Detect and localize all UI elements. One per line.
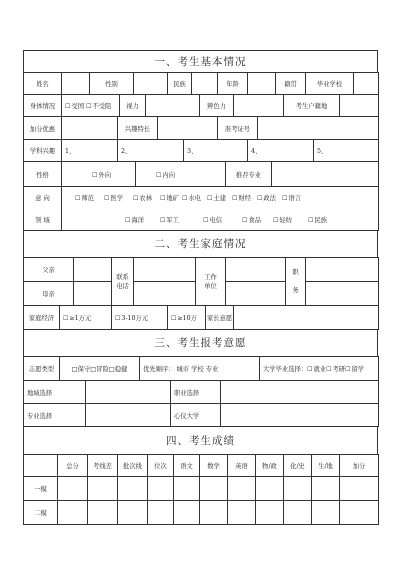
field-father-unit[interactable] <box>226 258 286 282</box>
checkbox-field[interactable]: ☐ 医学 <box>104 195 123 202</box>
score-header: 加分 <box>340 455 379 477</box>
label-major-choice: 专业选择 <box>24 404 86 427</box>
checkbox-field[interactable]: ☐ 电信 <box>203 217 222 224</box>
field-exam-no[interactable] <box>258 117 379 140</box>
bonus-table <box>23 116 379 140</box>
table-row <box>24 501 379 525</box>
field-region[interactable] <box>86 381 171 404</box>
label-priority: 优先顺序： <box>143 366 175 373</box>
interest-5[interactable]: 5、 <box>314 140 379 162</box>
field-school[interactable] <box>354 73 379 95</box>
checkbox-field[interactable]: ☐ 政法 <box>257 195 276 202</box>
field-career[interactable] <box>221 381 379 404</box>
checkbox-extrovert[interactable]: ☐ 外向 <box>92 172 111 179</box>
score-header: 考线差 <box>88 455 118 477</box>
field-major-choice[interactable] <box>86 404 171 427</box>
field-mother-phone[interactable] <box>134 282 196 306</box>
section-title-family: 二、考生家庭情况 <box>23 230 378 257</box>
field-bonus[interactable] <box>62 117 118 140</box>
checkbox-field[interactable]: ☐ 民族 <box>308 217 327 224</box>
label-interest: 学科兴趣 <box>24 140 62 162</box>
priority-city[interactable]: 城市 <box>176 366 190 373</box>
checkbox-introvert[interactable]: ☐ 内向 <box>156 172 175 179</box>
checkbox-not-injured[interactable]: ☐ 不受阻 <box>86 103 111 110</box>
label-exam-no: 准考证号 <box>218 117 258 140</box>
row-label-mock2: 二模 <box>24 501 58 525</box>
label-father: 父亲 <box>24 258 74 282</box>
wish-type-options[interactable]: □保守□冒险□稳健 <box>60 357 140 381</box>
field-gender[interactable] <box>134 73 168 95</box>
family-table <box>23 257 379 306</box>
score-header: 语文 <box>174 455 200 477</box>
score-header: 数学 <box>200 455 228 477</box>
label-school: 毕业学校 <box>306 73 354 95</box>
scores-header-row <box>24 455 379 477</box>
checkbox-field[interactable]: ☐ 食品 <box>242 217 261 224</box>
score-header: 英语 <box>228 455 256 477</box>
section-title-basic: 一、考生基本情况 <box>23 50 378 72</box>
label-intent-2: 领 域 <box>24 209 62 231</box>
row-bonus <box>24 117 379 140</box>
checkbox-field[interactable]: ☐ 水电 <box>182 195 201 202</box>
intent-fields-row1[interactable] <box>62 187 379 209</box>
table-row <box>24 477 379 501</box>
section-title-wish: 三、考生报考意愿 <box>23 329 378 356</box>
checkbox-injured[interactable]: ☐ 受国 <box>65 103 84 110</box>
label-work: 工作 <box>204 273 217 281</box>
checkbox-job[interactable]: ☐ 就业 <box>307 366 326 373</box>
label-career: 职业选择 <box>171 381 221 404</box>
label-recommend: 推荐专业 <box>226 162 272 187</box>
field-color-vision[interactable] <box>234 95 284 117</box>
label-unit: 单位 <box>204 282 217 290</box>
label-wish-type: 志愿类型 <box>24 357 60 381</box>
interest-3[interactable]: 3、 <box>184 140 248 162</box>
checkbox-field[interactable]: ☐ 地矿 <box>160 195 179 202</box>
basic-info-table <box>23 72 379 95</box>
row-name <box>24 73 379 95</box>
field-age[interactable] <box>248 73 276 95</box>
checkbox-field[interactable]: ☐ 语言 <box>282 195 301 202</box>
wish-table <box>23 356 379 381</box>
field-hukou[interactable] <box>340 95 379 117</box>
label-position-2: 务 <box>292 287 299 294</box>
label-position-1: 职 <box>292 269 299 276</box>
label-age: 年龄 <box>218 73 248 95</box>
row-personality <box>24 162 379 187</box>
field-recommend[interactable] <box>272 162 379 187</box>
personality-table <box>23 161 379 187</box>
priority-school[interactable]: 学校 <box>191 366 204 373</box>
field-mother[interactable] <box>74 282 112 306</box>
field-dream-univ[interactable] <box>221 404 379 427</box>
score-header: 总分 <box>58 455 88 477</box>
score-header: 批次线 <box>118 455 148 477</box>
label-color-vision: 辨色力 <box>200 95 234 117</box>
label-phone: 电话 <box>116 282 129 290</box>
checkbox-econ-3[interactable]: ☐ ≥10万 <box>171 315 197 322</box>
label-mother: 母亲 <box>24 282 74 306</box>
choice-table <box>23 380 379 427</box>
label-bonus: 加分优惠 <box>24 117 62 140</box>
interest-4[interactable]: 4、 <box>248 140 314 162</box>
label-personality: 性格 <box>24 162 62 187</box>
checkbox-econ-2[interactable]: ☐ 3-10万元 <box>115 315 148 322</box>
checkbox-field[interactable]: ☐ 财经 <box>232 195 251 202</box>
checkbox-abroad[interactable]: ☐ 留学 <box>345 366 364 373</box>
field-father[interactable] <box>74 258 112 282</box>
interest-1[interactable]: 1、 <box>62 140 118 162</box>
label-ethnicity: 民族 <box>168 73 192 95</box>
label-after-grad: 大学毕业选择： <box>263 366 308 373</box>
row-interest <box>24 140 379 162</box>
checkbox-field[interactable]: ☐ 轻纺 <box>273 217 292 224</box>
field-ethnicity[interactable] <box>192 73 218 95</box>
checkbox-field[interactable]: ☐ 师范 <box>75 195 94 202</box>
health-options[interactable] <box>62 95 120 117</box>
label-hometown: 籍贯 <box>276 73 306 95</box>
field-mother-position[interactable] <box>306 282 379 306</box>
field-parent-opinion[interactable] <box>234 306 379 330</box>
section-title-scores: 四、考生成绩 <box>23 426 378 454</box>
priority-major[interactable]: 专业 <box>205 366 219 373</box>
label-dream-univ: 心仪大学 <box>171 404 221 427</box>
field-father-position[interactable] <box>306 258 379 282</box>
field-mother-unit[interactable] <box>226 282 286 306</box>
score-header: 位次 <box>148 455 174 477</box>
label-intent-1: 意 向 <box>24 187 62 209</box>
label-hobby: 兴趣特长 <box>118 117 158 140</box>
economy-table <box>23 305 379 330</box>
field-hobby[interactable] <box>158 117 218 140</box>
student-info-form <box>23 50 378 524</box>
label-parent-opinion: 家长意愿 <box>206 306 234 330</box>
label-contact: 联系 <box>116 273 129 281</box>
checkbox-field[interactable]: ☐ 农林 <box>133 195 152 202</box>
checkbox-econ-1[interactable]: ☐ ≥1万元 <box>63 315 91 322</box>
checkbox-field[interactable]: ☐ 海洋 <box>125 217 144 224</box>
intent-fields-row2[interactable] <box>62 209 379 231</box>
field-name[interactable] <box>62 73 90 95</box>
label-gender: 性别 <box>90 73 134 95</box>
interest-2[interactable]: 2、 <box>118 140 184 162</box>
row-label-mock1: 一模 <box>24 477 58 501</box>
scores-table <box>23 454 379 525</box>
label-vision: 视力 <box>120 95 146 117</box>
health-table <box>23 94 379 117</box>
score-header: 物/政 <box>256 455 284 477</box>
label-health: 身体情况 <box>24 95 62 117</box>
label-economy: 家庭经济 <box>24 306 60 330</box>
interest-table <box>23 139 379 162</box>
checkbox-kaoyan[interactable]: ☐ 考研 <box>326 366 345 373</box>
score-header: 化/史 <box>284 455 312 477</box>
field-vision[interactable] <box>146 95 200 117</box>
label-name: 姓名 <box>24 73 62 95</box>
label-region: 地域选择 <box>24 381 86 404</box>
checkbox-field[interactable]: ☐ 军工 <box>160 217 179 224</box>
row-health <box>24 95 379 117</box>
field-father-phone[interactable] <box>134 258 196 282</box>
score-header: 生/地 <box>312 455 340 477</box>
label-hukou: 考生户籍地 <box>284 95 340 117</box>
checkbox-field[interactable]: ☐ 土建 <box>207 195 226 202</box>
intent-table <box>23 186 379 231</box>
